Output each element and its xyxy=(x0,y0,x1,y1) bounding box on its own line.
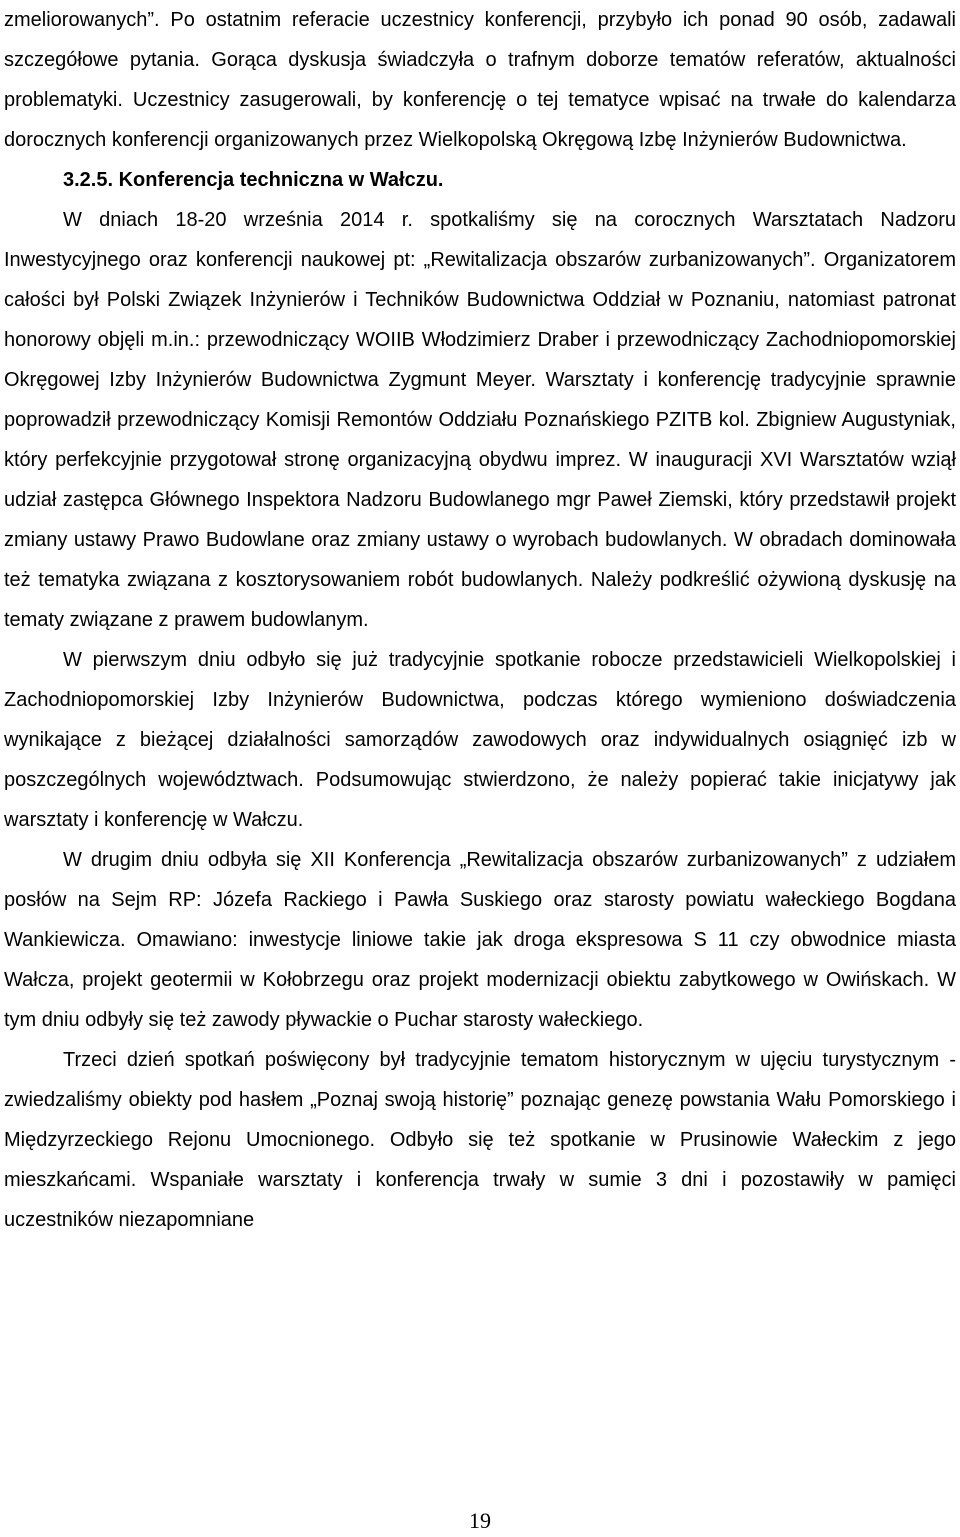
intro-paragraph: zmeliorowanych”. Po ostatnim referacie uczestnicy konferencji, przybyło ich ponad 90 osób, zadawali szczegółowe pytania. Gorąca dyskusja świadczyła o trafnym doborze tematów referatów, aktualności problematyki. Uczestnicy zasugerowali, by konferencję o tej tematyce wpisać na trwałe do kalendarza dorocznych konferencji organizowanych przez Wielkopolską Okręgową Izbę Inżynierów Budownictwa. xyxy=(4,9,956,151)
paragraph-warsztaty: W dniach 18-20 września 2014 r. spotkaliśmy się na corocznych Warsztatach Nadzoru Inwestycyjnego oraz konferencji naukowej pt: „Rewitalizacja obszarów zurbanizowanych”. Organizatorem całości był Polski Związek Inżynierów i Techników Budownictwa Oddział w Poznaniu, natomiast patronat honorowy objęli m.in.: przewodniczący WOIIB Włodzimierz Draber i przewodniczący Zachodniopomorskiej Okręgowej Izby Inżynierów Budownictwa Zygmunt Meyer. Warsztaty i konferencję tradycyjnie sprawnie poprowadził przewodniczący Komisji Remontów Oddziału Poznańskiego PZITB kol. Zbigniew Augustyniak, który perfekcyjnie przygotował stronę organizacyjną obydwu imprez. W inauguracji XVI Warsztatów wziął udział zastępca Głównego Inspektora Nadzoru Budowlanego mgr Paweł Ziemski, który przedstawił projekt zmiany ustawy Prawo Budowlane oraz zmiany ustawy o wyrobach budowlanych. W obradach dominowała też tematyka związana z kosztorysowaniem robót budowlanych. Należy podkreślić ożywioną dyskusję na tematy związane z prawem budowlanym. xyxy=(4,209,956,631)
paragraph-second-day: W drugim dniu odbyła się XII Konferencja „Rewitalizacja obszarów zurbanizowanych” z udziałem posłów na Sejm RP: Józefa Rackiego i Pawła Suskiego oraz starosty powiatu wałeckiego Bogdana Wankiewicza. Omawiano: inwestycje liniowe takie jak droga ekspresowa S 11 czy obwodnice miasta Wałcza, projekt geotermii w Kołobrzegu oraz projekt modernizacji obiektu zabytkowego w Owińskach. W tym dniu odbyły się też zawody pływackie o Puchar starosty wałeckiego. xyxy=(4,849,956,1031)
paragraph-third-day: Trzeci dzień spotkań poświęcony był tradycyjnie tematom historycznym w ujęciu turystycznym - zwiedzaliśmy obiekty pod hasłem „Poznaj swoją historię” poznając genezę powstania Wału Pomorskiego i Międzyrzeckiego Rejonu Umocnionego. Odbyło się też spotkanie w Prusinowie Wałeckim z jego mieszkańcami. Wspaniałe warsztaty i konferencja trwały w sumie 3 dni i pozostawiły w pamięci uczestników niezapomniane xyxy=(4,1049,956,1231)
paragraph-first-day: W pierwszym dniu odbyło się już tradycyjnie spotkanie robocze przedstawicieli Wielkopolskiej i Zachodniopomorskiej Izby Inżynierów Budownictwa, podczas którego wymieniono doświadczenia wynikające z bieżącej działalności samorządów zawodowych oraz indywidualnych osiągnięć izb w poszczególnych województwach. Podsumowując stwierdzono, że należy popierać takie inicjatywy jak warsztaty i konferencję w Wałczu. xyxy=(4,649,956,831)
document-body xyxy=(4,0,956,1240)
section-heading: 3.2.5. Konferencja techniczna w Wałczu. xyxy=(63,169,444,191)
page-number: 19 xyxy=(469,1508,491,1533)
